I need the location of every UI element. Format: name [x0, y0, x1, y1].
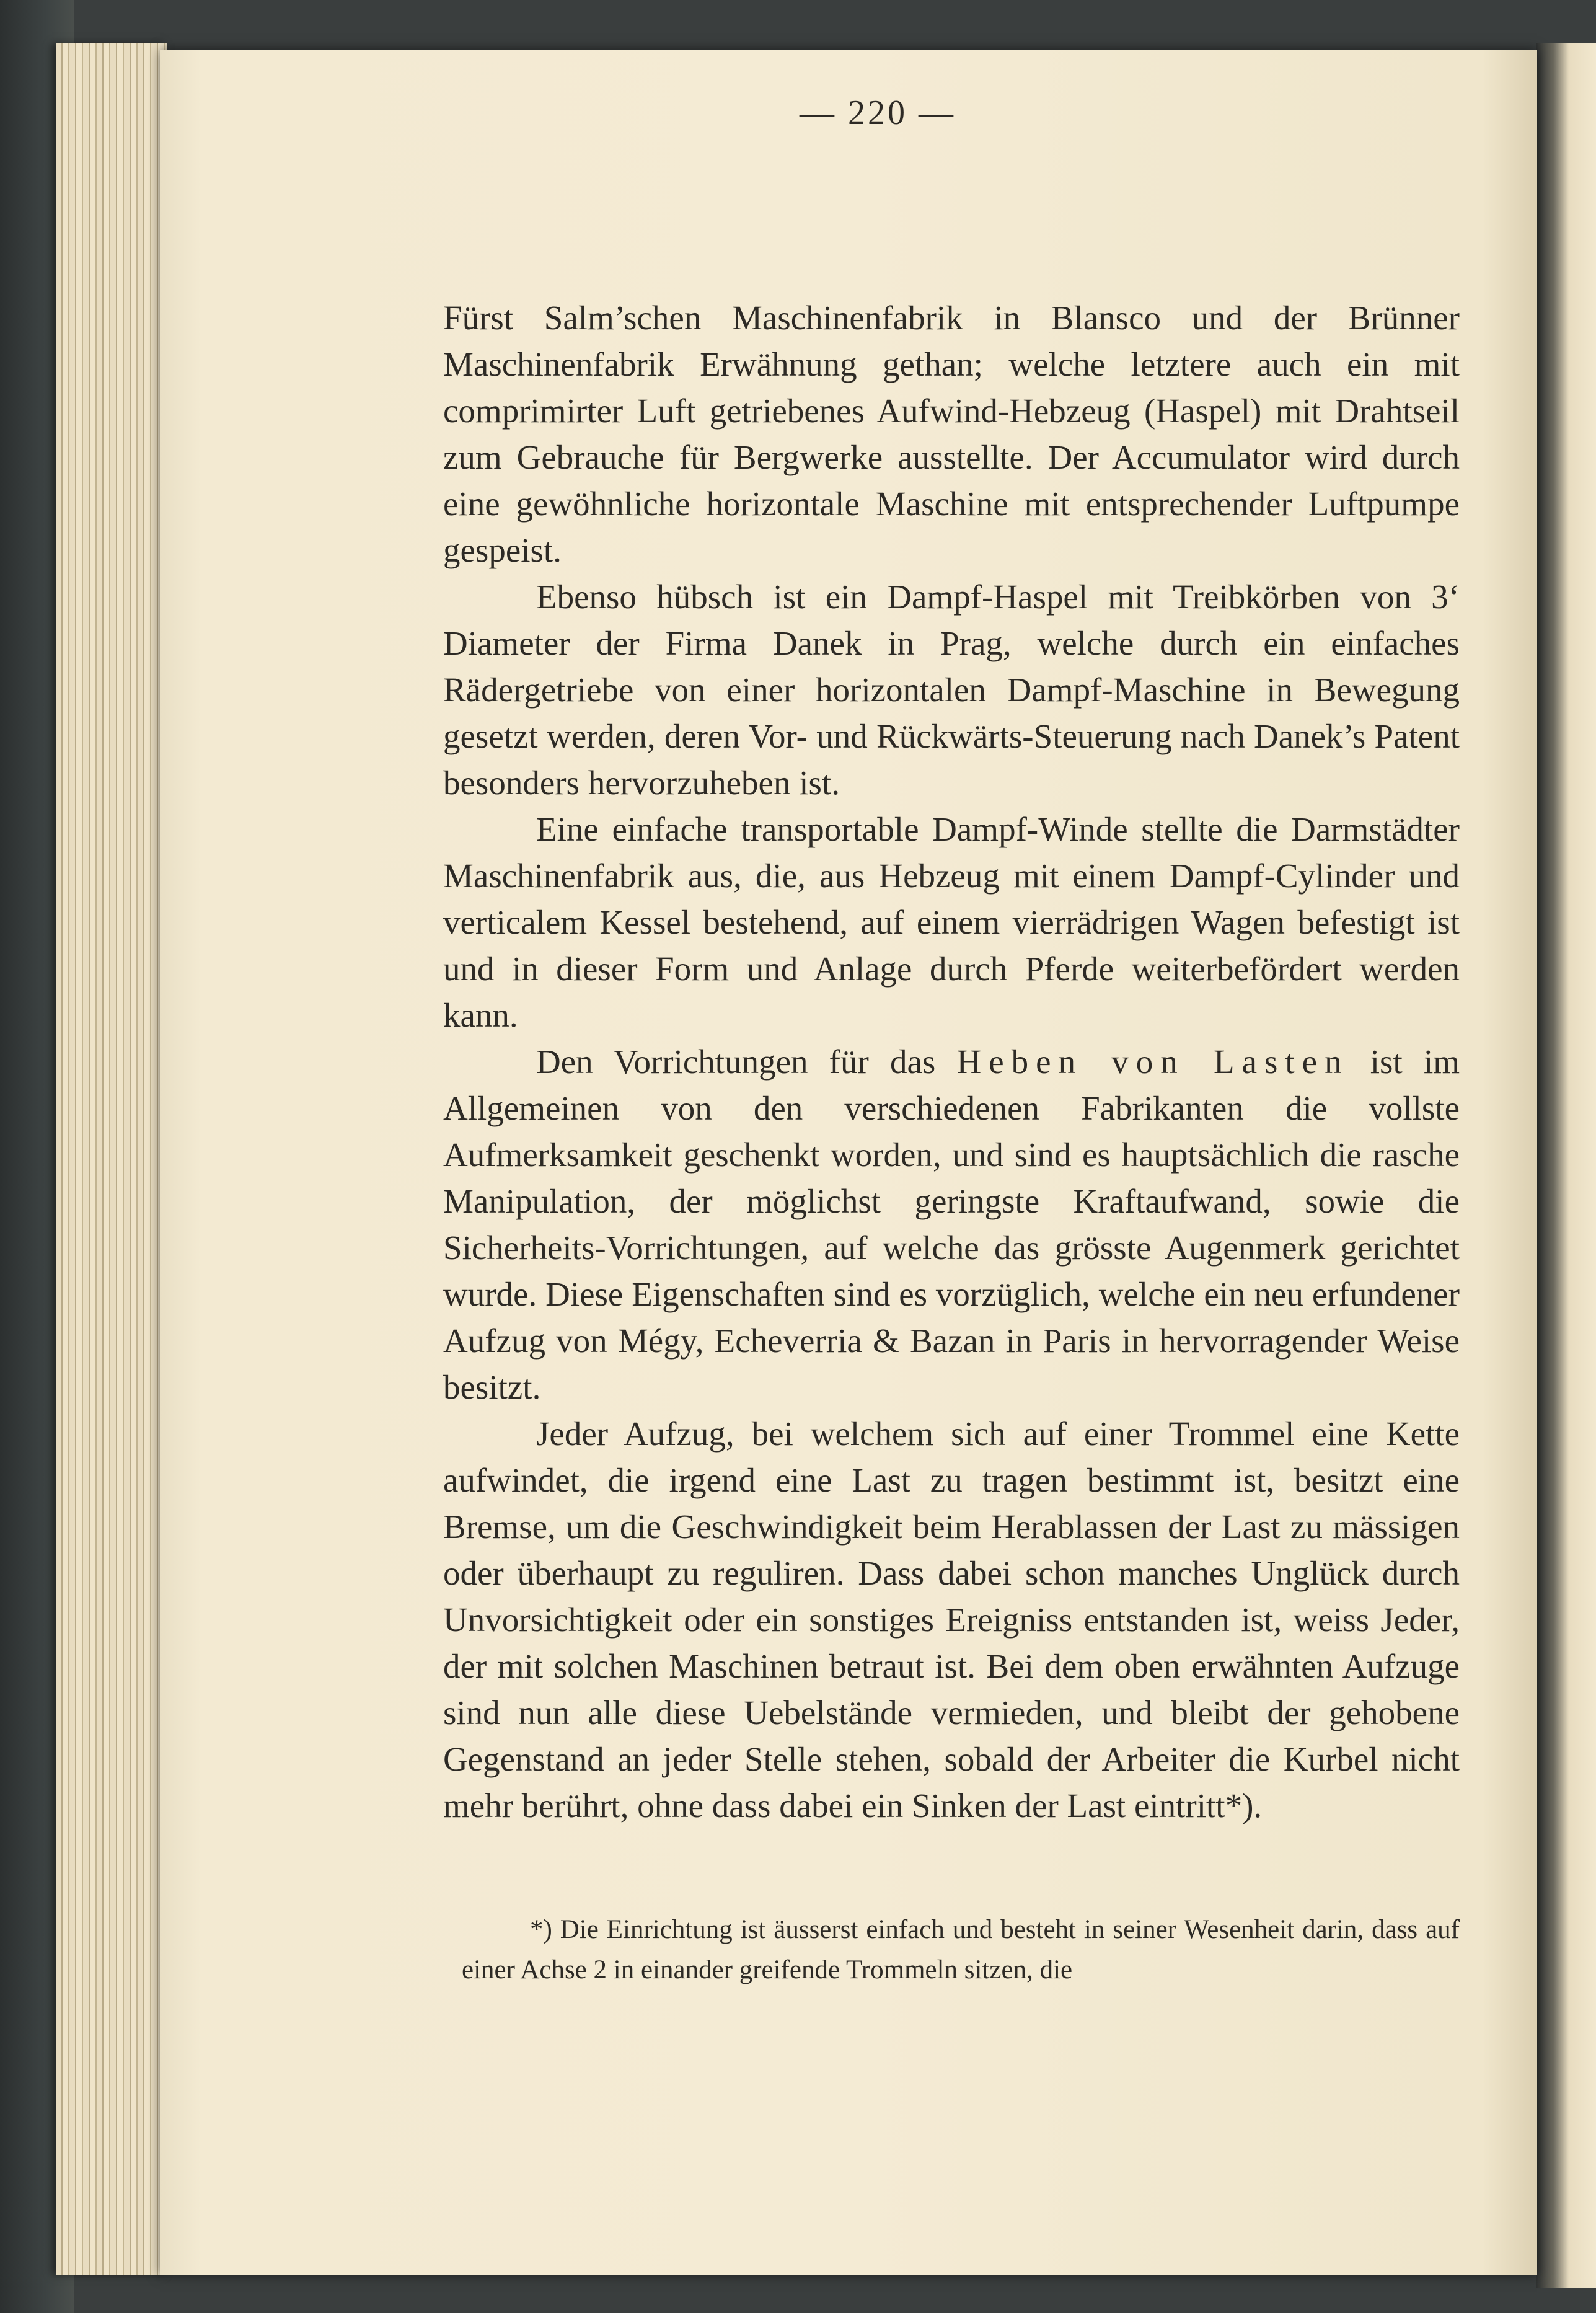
paragraph-2: Ebenso hübsch ist ein Dampf-Haspel mit Treibkörben von 3‘ Diameter der Firma Danek in Prag, welche durch ein einfaches Rädergetriebe von einer horizontalen Dampf-Maschine in Bewegung gesetzt werden, deren Vor- und Rückwärts-Steuerung nach Danek’s Patent besonders hervorzuheben ist. [443, 578, 1460, 802]
paragraph-4-end: ist im Allgemeinen von den verschiedenen Fabrikanten die vollste Aufmerksamkeit geschenkt worden, und sind es hauptsächlich die rasche Manipulation, der möglichst geringste Kraftaufwand, sowie die Sicherheits-Vorrichtungen, auf welche das grösste Augenmerk gerichtet wurde. Diese Eigenschaften sind es vorzüglich, welche ein neu erfundener Aufzug von Mégy, Echeverria & Bazan in Paris in hervorragender Weise besitzt. [443, 1043, 1460, 1406]
next-page-edge [1536, 43, 1596, 2288]
footnote [462, 1909, 1460, 1990]
spaced-emphasis: Heben von Lasten [956, 1043, 1349, 1081]
footnote-text: *) Die Einrichtung ist äusserst einfach und besteht in seiner Wesenheit darin, dass auf einer Achse 2 in einander greifende Trommeln sitzen, die [462, 1915, 1460, 1984]
paragraph-5: Jeder Aufzug, bei welchem sich auf einer Trommel eine Kette aufwindet, die irgend eine Last zu tragen bestimmt ist, besitzt eine Bremse, um die Geschwindigkeit beim Herablassen der Last zu mässigen oder überhaupt zu reguliren. Dass dabei schon manches Unglück durch Unvorsichtigkeit oder ein sonstiges Ereigniss entstanden ist, weiss Jeder, der mit solchen Maschinen betraut ist. Bei dem oben erwähnten Aufzuge sind nun alle diese Uebelstände vermieden, und bleibt der gehobene Gegenstand an jeder Stelle stehen, sobald der Arbeiter die Kurbel nicht mehr berührt, ohne dass dabei ein Sinken der Last eintritt*). [443, 1415, 1460, 1824]
paragraph-1: Fürst Salm’schen Maschinenfabrik in Blansco und der Brünner Maschinenfabrik Erwähnung gethan; welche letztere auch ein mit comprimirter Luft getriebenes Aufwind-Hebzeug (Haspel) mit Drahtseil zum Gebrauche für Bergwerke ausstellte. Der Accumulator wird durch eine gewöhnliche horizontale Maschine mit entsprechender Luftpumpe gespeist. [443, 299, 1460, 569]
paragraph-3: Eine einfache transportable Dampf-Winde stellte die Darmstädter Maschinenfabrik aus, die, aus Hebzeug mit einem Dampf-Cylinder und verticalem Kessel bestehend, auf einem vierrädrigen Wagen befestigt ist und in dieser Form und Anlage durch Pferde weiterbefördert werden kann. [443, 810, 1460, 1034]
paragraph-4 [443, 1038, 1460, 1410]
page-number: — 220 — [800, 94, 956, 132]
paragraph-4-start: Den Vorrichtungen für das [536, 1043, 957, 1081]
body-text [443, 294, 1460, 1829]
page-edges [56, 43, 167, 2275]
